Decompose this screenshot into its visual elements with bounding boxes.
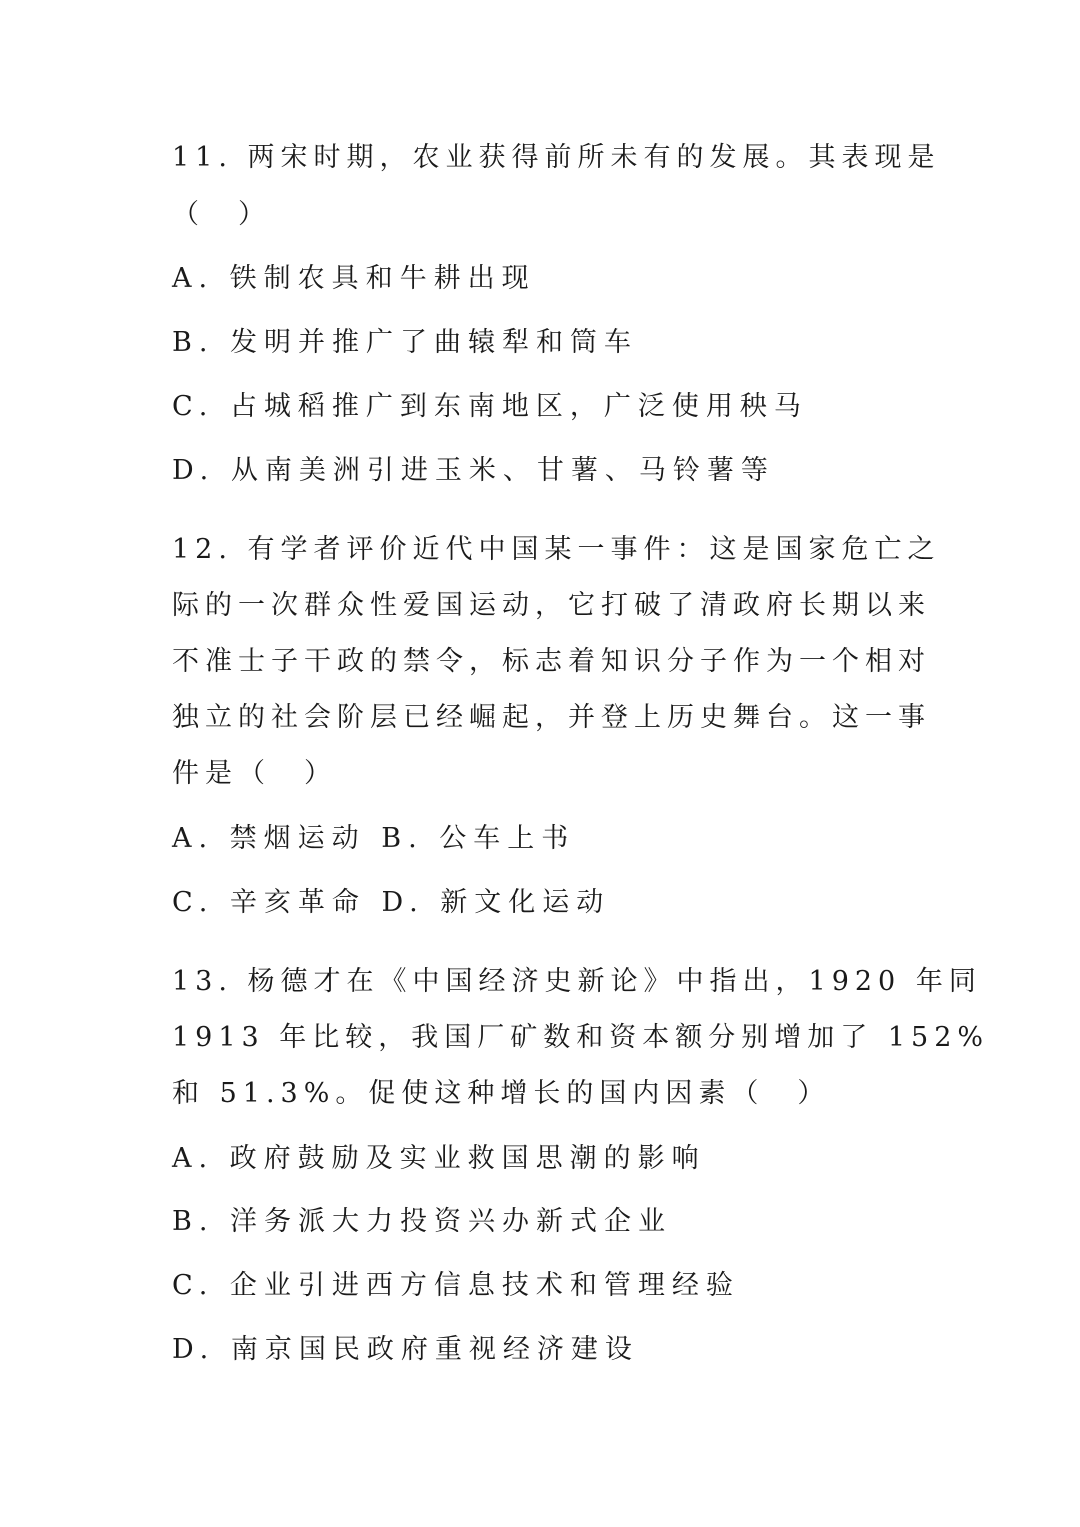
q13-option-a: A. 政府鼓励及实业救国思潮的影响	[172, 1143, 706, 1174]
q12-stem-line-5: 件是（ ）	[172, 758, 337, 789]
q12-option-ab: A. 禁烟运动 B. 公车上书	[172, 823, 576, 854]
q13-option-b: B. 洋务派大力投资兴办新式企业	[172, 1206, 673, 1237]
q11-option-c: C. 占城稻推广到东南地区，广泛使用秧马	[172, 391, 808, 422]
q11-option-d: D. 从南美洲引进玉米、甘薯、马铃薯等	[172, 455, 775, 486]
q13-option-c: C. 企业引进西方信息技术和管理经验	[172, 1270, 740, 1301]
q13-option-d: D. 南京国民政府重视经济建设	[172, 1334, 639, 1365]
q13-stem-line-2: 1913 年比较，我国厂矿数和资本额分别增加了 152%	[172, 1022, 990, 1053]
q12-stem-line-3: 不准士子干政的禁令，标志着知识分子作为一个相对	[172, 646, 931, 677]
q11-stem-line-1: 11. 两宋时期，农业获得前所未有的发展。其表现是	[172, 142, 941, 173]
q11-option-b: B. 发明并推广了曲辕犁和筒车	[172, 327, 639, 358]
q13-stem-line-3: 和 51.3%。促使这种增长的国内因素（ ）	[172, 1078, 831, 1109]
q12-option-cd: C. 辛亥革命 D. 新文化运动	[172, 887, 611, 918]
q12-stem-line-2: 际的一次群众性爱国运动，它打破了清政府长期以来	[172, 590, 931, 621]
q12-stem-line-4: 独立的社会阶层已经崛起，并登上历史舞台。这一事	[172, 702, 931, 733]
q12-stem-line-1: 12. 有学者评价近代中国某一事件：这是国家危亡之	[172, 534, 941, 565]
q11-option-a: A. 铁制农具和牛耕出现	[172, 263, 536, 294]
q11-stem-line-2: （ ）	[172, 199, 271, 230]
q13-stem-line-1: 13. 杨德才在《中国经济史新论》中指出，1920 年同	[172, 966, 982, 997]
